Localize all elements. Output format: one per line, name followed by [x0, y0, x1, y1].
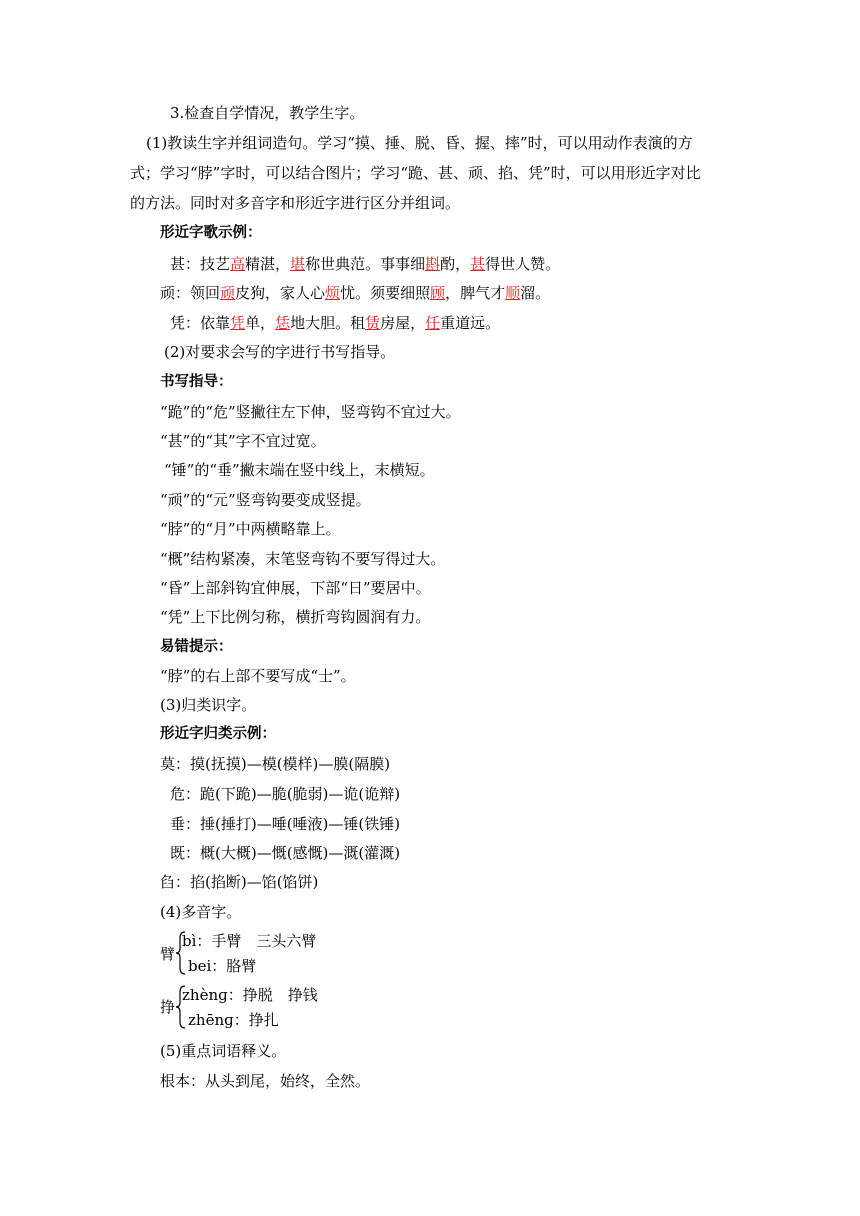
- song-line: 甚：技艺高精湛，堪称世典范。事事细斟酌，甚得世人赞。: [170, 255, 561, 273]
- polyphone-reading: bì：手臂 三头六臂: [182, 932, 317, 950]
- paragraph-line: (3)归类识字。: [160, 696, 257, 714]
- group-line: 臽：掐(掐断)—馅(馅饼): [160, 873, 319, 891]
- group-line: 危：跪(下跪)—脆(脆弱)—诡(诡辩): [170, 785, 401, 803]
- song-line: 顽：领回顽皮狗，家人心烦忧。须要细照顾，脾气才顺溜。: [160, 284, 551, 302]
- paragraph-line: (1)教读生字并组词造句。学习“摸、捶、脱、昏、握、摔”时，可以用动作表演的方: [146, 134, 693, 152]
- group-line: 垂：捶(捶打)—唾(唾液)—锤(铁锤): [170, 815, 401, 833]
- writing-line: “凭”上下比例匀称，横折弯钩圆润有力。: [160, 608, 431, 626]
- tip-line: “脖”的右上部不要写成“士”。: [160, 667, 356, 685]
- paragraph-line: (2)对要求会写的字进行书写指导。: [164, 343, 396, 361]
- group-title: 形近字归类示例：: [160, 726, 276, 742]
- writing-line: “昏”上部斜钩宜伸展，下部“日”要居中。: [160, 579, 431, 597]
- polyphone-char: 臂: [160, 945, 176, 963]
- paragraph-line: (5)重点词语释义。: [160, 1042, 287, 1060]
- group-line: 莫：摸(抚摸)—模(模样)—膜(隔膜): [160, 755, 391, 773]
- writing-title: 书写指导：: [160, 374, 233, 390]
- section-heading: 3.检查自学情况，教学生字。: [170, 104, 365, 122]
- writing-line: “跪”的“危”竖撇往左下伸，竖弯钩不宜过大。: [160, 403, 461, 421]
- writing-line: “概”结构紧凑，末笔竖弯钩不要写得过大。: [160, 550, 446, 568]
- polyphone-reading: bei：胳臂: [188, 957, 257, 975]
- paragraph-line: (4)多音字。: [160, 903, 242, 921]
- paragraph-line: 式；学习“脖”字时，可以结合图片；学习“跪、甚、顽、掐、凭”时，可以用形近字对比: [130, 164, 701, 182]
- writing-line: “顽”的“元”竖弯钩要变成竖提。: [160, 491, 371, 509]
- polyphone-reading: zhēnɡ：挣扎: [188, 1011, 279, 1029]
- song-line: 凭：依靠凭单，恁地大胆。租赁房屋，任重道远。: [170, 314, 501, 332]
- definition-line: 根本：从头到尾，始终，全然。: [160, 1072, 371, 1090]
- polyphone-reading: zhènɡ：挣脱 挣钱: [182, 986, 318, 1004]
- tip-title: 易错提示：: [160, 639, 233, 655]
- writing-line: “甚”的“其”字不宜过宽。: [160, 432, 326, 450]
- paragraph-line: 的方法。同时对多音字和形近字进行区分并组词。: [130, 194, 461, 212]
- song-title: 形近字歌示例：: [160, 225, 262, 241]
- writing-line: “脖”的“月”中两横略靠上。: [160, 520, 341, 538]
- group-line: 既：概(大概)—慨(感慨)—溉(灌溉): [170, 844, 401, 862]
- polyphone-char: 挣: [160, 998, 176, 1016]
- writing-line: “锤”的“垂”撇末端在竖中线上，末横短。: [164, 461, 435, 479]
